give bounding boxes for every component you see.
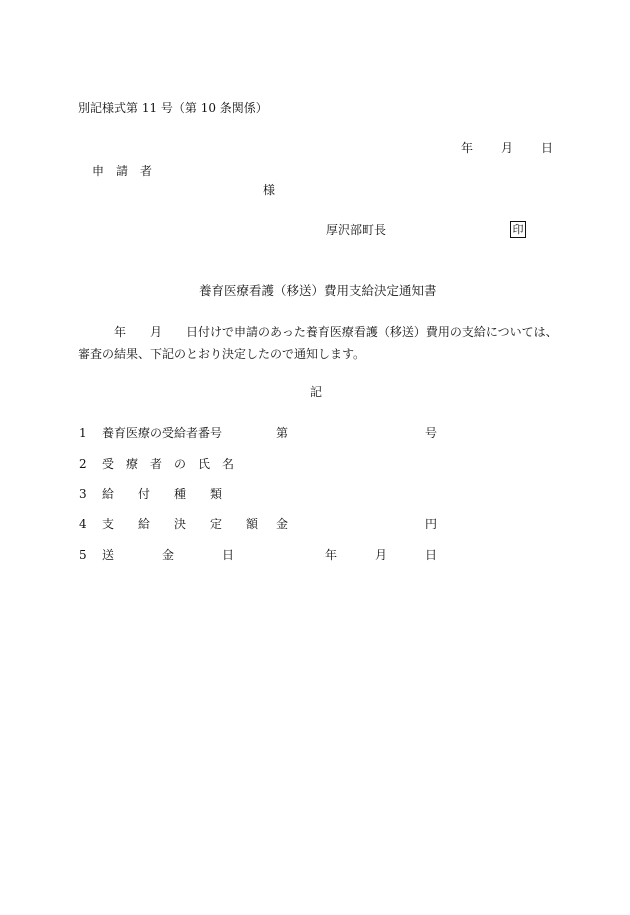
form-reference: 別記様式第 11 号（第 10 条関係） [78, 101, 268, 115]
item-number: 5 [79, 548, 87, 562]
item-label: 受 療 者 の 氏 名 [102, 457, 235, 471]
item-label: 送 金 日 [102, 548, 235, 562]
issuer-mayor: 厚沢部町長 [326, 223, 387, 237]
ki-heading: 記 [310, 385, 323, 399]
item-value-prefix: 金 [276, 517, 289, 531]
item-label: 給 付 種 類 [102, 487, 223, 501]
document-title: 養育医療看護（移送）費用支給決定通知書 [199, 283, 437, 298]
date-day: 日 [541, 141, 554, 155]
applicant-label: 申 請 者 [92, 164, 153, 178]
item-year: 年 [325, 548, 338, 562]
date-line [461, 142, 553, 154]
item-row-3 [0, 488, 630, 504]
item-value-suffix: 号 [425, 426, 438, 440]
item-row-1 [0, 427, 630, 443]
item-label: 支 給 決 定 額 [102, 517, 259, 531]
item-row-4 [0, 518, 630, 534]
date-year: 年 [461, 141, 474, 155]
body-text-1: 年 月 日付けで申請のあった養育医療看護（移送）費用の支給については、 [114, 325, 558, 339]
item-value-prefix: 第 [276, 426, 289, 440]
item-number: 4 [79, 517, 87, 531]
item-number: 1 [79, 426, 87, 440]
body-line-1 [78, 326, 558, 338]
date-month: 月 [501, 141, 514, 155]
item-day: 日 [425, 548, 438, 562]
seal-mark: 印 [510, 221, 526, 238]
item-value-suffix: 円 [425, 517, 438, 531]
item-row-5 [0, 549, 630, 565]
item-number: 3 [79, 487, 87, 501]
item-label: 養育医療の受給者番号 [102, 426, 223, 440]
body-line-2: 審査の結果、下記のとおり決定したので通知します。 [78, 347, 366, 361]
item-row-2 [0, 458, 630, 474]
item-number: 2 [79, 457, 87, 471]
honorific-sama: 様 [263, 183, 276, 197]
item-month: 月 [375, 548, 388, 562]
